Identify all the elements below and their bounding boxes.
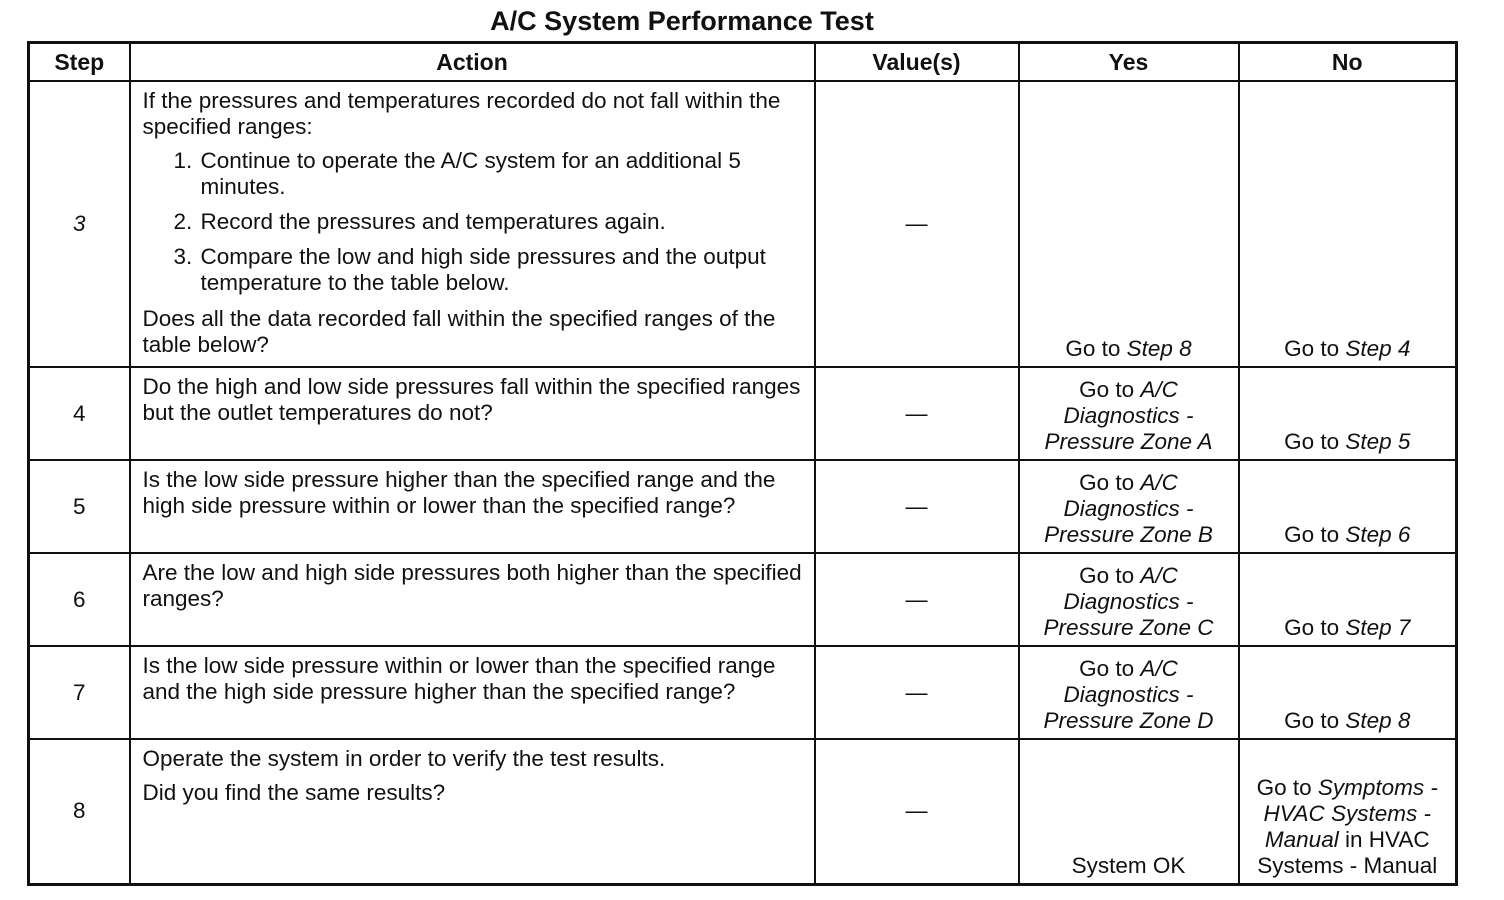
yes-link[interactable]: A/C Diagnostics - Pressure Zone A — [1044, 377, 1213, 454]
yes-prefix: Go to — [1079, 563, 1135, 588]
no-prefix: Go to — [1256, 774, 1312, 800]
substep-item: 3. Compare the low and high side pressures and the output temperature to the table below. — [199, 244, 806, 296]
yes-cell — [1019, 81, 1239, 367]
yes-result: System OK — [1071, 852, 1186, 878]
action-cell — [130, 367, 815, 460]
no-link[interactable]: Symptoms - HVAC Systems - Manual — [1263, 774, 1438, 852]
yes-link[interactable]: A/C Diagnostics - Pressure Zone B — [1044, 470, 1213, 547]
action-cell — [130, 739, 815, 884]
no-link[interactable]: Step 5 — [1345, 429, 1411, 454]
substep-list — [143, 148, 806, 296]
action-question: Do the high and low side pressures fall within the specified ranges but the outlet temperatures do not? — [142, 374, 801, 425]
no-prefix: Go to — [1284, 708, 1340, 733]
action-question: Is the low side pressure higher than the specified range and the high side pressure within or lower than the specified range? — [142, 467, 776, 518]
yes-prefix: Go to — [1079, 656, 1135, 681]
yes-link[interactable]: A/C Diagnostics - Pressure Zone C — [1043, 563, 1214, 640]
no-cell — [1239, 460, 1457, 553]
action-question: Does all the data recorded fall within the specified ranges of the table below? — [142, 306, 776, 357]
yes-prefix: Go to — [1079, 377, 1135, 402]
yes-cell — [1019, 553, 1239, 646]
yes-cell — [1019, 367, 1239, 460]
header-values: Value(s) — [815, 43, 1019, 82]
no-cell — [1239, 81, 1457, 367]
yes-cell — [1019, 739, 1239, 884]
action-question: Is the low side pressure within or lower than the specified range and the high side pressure higher than the specified range? — [142, 653, 776, 704]
action-intro: If the pressures and temperatures recorded do not fall within the specified ranges: — [142, 88, 781, 139]
step-number: 5 — [29, 460, 130, 553]
no-prefix: Go to — [1284, 429, 1340, 454]
no-cell — [1239, 739, 1457, 884]
action-question: Did you find the same results? — [142, 780, 446, 805]
table-row — [29, 553, 1457, 646]
table-row — [29, 739, 1457, 884]
value-dash: — — [905, 400, 928, 426]
table-header-row — [29, 43, 1457, 82]
header-step: Step — [29, 43, 130, 82]
value-cell — [815, 367, 1019, 460]
no-link[interactable]: Step 6 — [1345, 522, 1411, 547]
value-dash: — — [905, 211, 928, 236]
table-row — [29, 646, 1457, 739]
action-cell — [130, 646, 815, 739]
yes-cell — [1019, 460, 1239, 553]
no-cell — [1239, 646, 1457, 739]
action-cell — [130, 460, 815, 553]
step-number: 3 — [29, 81, 130, 367]
document-title: A/C System Performance Test — [490, 6, 874, 36]
no-prefix: Go to — [1284, 615, 1340, 640]
header-no: No — [1239, 43, 1457, 82]
value-cell — [815, 553, 1019, 646]
table-row — [29, 81, 1457, 367]
value-cell — [815, 460, 1019, 553]
performance-test-table — [27, 41, 1458, 886]
step-number: 4 — [29, 367, 130, 460]
no-link[interactable]: Step 7 — [1345, 615, 1411, 640]
substep-item: 2. Record the pressures and temperatures again. — [199, 209, 806, 235]
step-number: 7 — [29, 646, 130, 739]
yes-link[interactable]: Step 8 — [1126, 336, 1192, 361]
step-number: 6 — [29, 553, 130, 646]
step-number: 8 — [29, 739, 130, 884]
value-dash: — — [905, 798, 928, 824]
yes-cell — [1019, 646, 1239, 739]
table-row — [29, 460, 1457, 553]
value-dash: — — [905, 586, 928, 612]
action-cell — [130, 553, 815, 646]
value-cell — [815, 646, 1019, 739]
action-question: Are the low and high side pressures both higher than the specified ranges? — [142, 560, 802, 611]
yes-prefix: Go to — [1079, 470, 1135, 495]
value-dash: — — [905, 493, 928, 519]
no-link[interactable]: Step 4 — [1345, 336, 1411, 361]
header-yes: Yes — [1019, 43, 1239, 82]
table-row — [29, 367, 1457, 460]
yes-prefix: Go to — [1065, 336, 1121, 361]
no-cell — [1239, 553, 1457, 646]
value-cell — [815, 739, 1019, 884]
action-cell — [130, 81, 815, 367]
no-prefix: Go to — [1284, 336, 1340, 361]
no-prefix: Go to — [1284, 522, 1340, 547]
no-suffix: in HVAC Systems - Manual — [1257, 826, 1438, 878]
no-cell — [1239, 367, 1457, 460]
value-cell — [815, 81, 1019, 367]
action-intro: Operate the system in order to verify the test results. — [142, 746, 666, 771]
no-link[interactable]: Step 8 — [1345, 708, 1411, 733]
yes-link[interactable]: A/C Diagnostics - Pressure Zone D — [1043, 656, 1214, 733]
header-action: Action — [130, 43, 815, 82]
value-dash: — — [905, 679, 928, 705]
substep-item: 1. Continue to operate the A/C system for an additional 5 minutes. — [199, 148, 806, 200]
